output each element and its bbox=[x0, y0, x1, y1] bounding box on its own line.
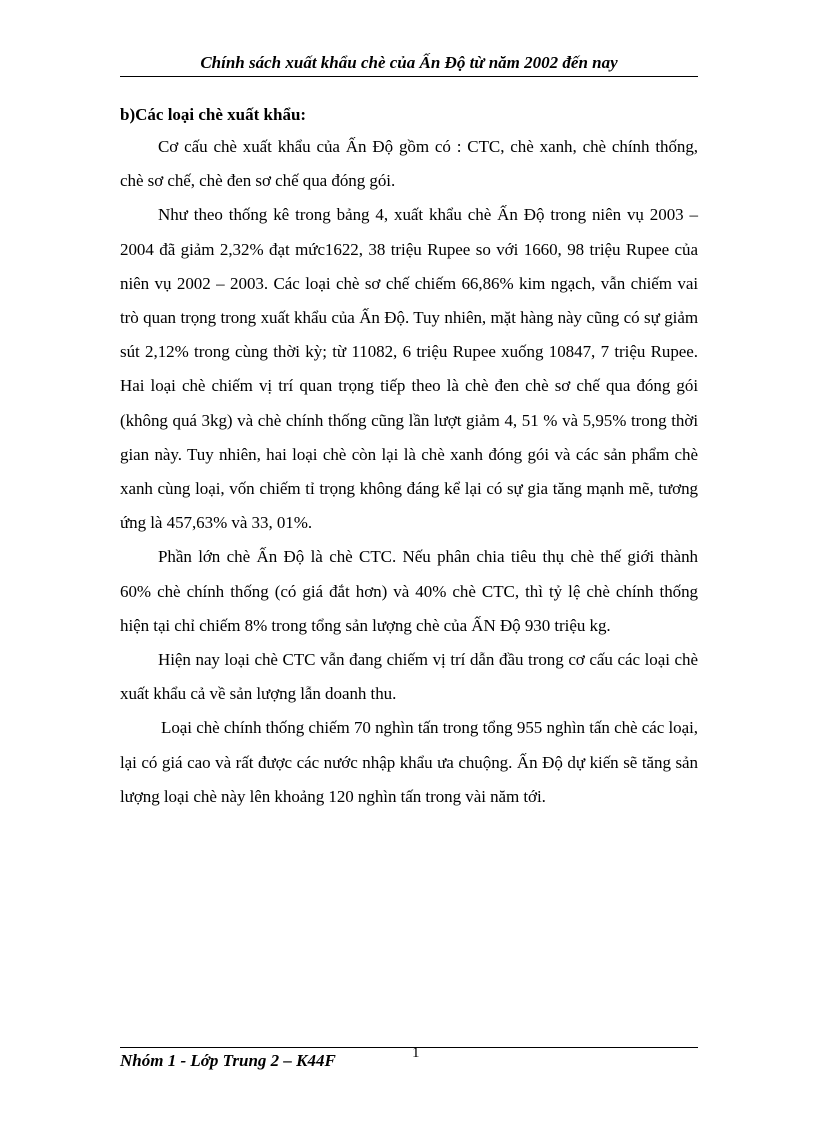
paragraph-export-statistics: Như theo thống kê trong bảng 4, xuất khẩu chè Ấn Độ trong niên vụ 2003 – 2004 đã giảm 2,32% đạt mức1622, 38 triệu Rupee so với 1660, 98 triệu Rupee của niên vụ 2002 – 2003. Các loại chè sơ chế chiếm 66,86% kim ngạch, vẫn chiếm vai trò quan trọng trong xuất khẩu của Ấn Độ. Tuy nhiên, mặt hàng này cũng có sự giảm sút 2,12% trong cùng thời kỳ; từ 11082, 6 triệu Rupee xuống 10847, 7 triệu Rupee. Hai loại chè chiếm vị trí quan trọng tiếp theo là chè đen chè sơ chế qua đóng gói (không quá 3kg) và chè chính thống cũng lần lượt giảm 4, 51 % và 5,95% trong thời gian này. Tuy nhiên, hai loại chè còn lại là chè xanh đóng gói và các sản phẩm chè xanh cùng loại, vốn chiếm tỉ trọng không đáng kể lại có sự gia tăng mạnh mẽ, tương ứng là 457,63% và 33, 01%. bbox=[120, 205, 698, 533]
document-body bbox=[120, 100, 698, 814]
section-heading: b)Các loại chè xuất khẩu: bbox=[120, 105, 307, 124]
page-header-title: Chính sách xuất khẩu chè của Ấn Độ từ năm 2002 đến nay bbox=[200, 53, 618, 72]
page-footer bbox=[120, 1047, 698, 1088]
page-number: 1 bbox=[412, 1045, 420, 1061]
paragraph-ctc-share: Phần lớn chè Ấn Độ là chè CTC. Nếu phân chia tiêu thụ chè thế giới thành 60% chè chính thống (có giá đắt hơn) và 40% chè CTC, thì tỷ lệ chè chính thống hiện tại chỉ chiếm 8% trong tổng sản lượng chè của ẤN Độ 930 triệu kg. bbox=[120, 547, 698, 635]
footer-label: Nhóm 1 - Lớp Trung 2 – K44F bbox=[120, 1051, 336, 1070]
paragraph-ctc-leading: Hiện nay loại chè CTC vẫn đang chiếm vị trí dẫn đầu trong cơ cấu các loại chè xuất khẩu cả về sản lượng lẫn doanh thu. bbox=[120, 650, 698, 704]
page-header bbox=[120, 52, 698, 77]
paragraph-export-structure: Cơ cấu chè xuất khẩu của Ấn Độ gồm có : CTC, chè xanh, chè chính thống, chè sơ chế, chè đen sơ chế qua đóng gói. bbox=[120, 137, 698, 191]
paragraph-orthodox-tea: Loại chè chính thống chiếm 70 nghìn tấn trong tổng 955 nghìn tấn chè các loại, lại có giá cao và rất được các nước nhập khẩu ưa chuộng. Ấn Độ dự kiến sẽ tăng sản lượng loại chè này lên khoảng 120 nghìn tấn trong vài năm tới. bbox=[120, 718, 698, 806]
